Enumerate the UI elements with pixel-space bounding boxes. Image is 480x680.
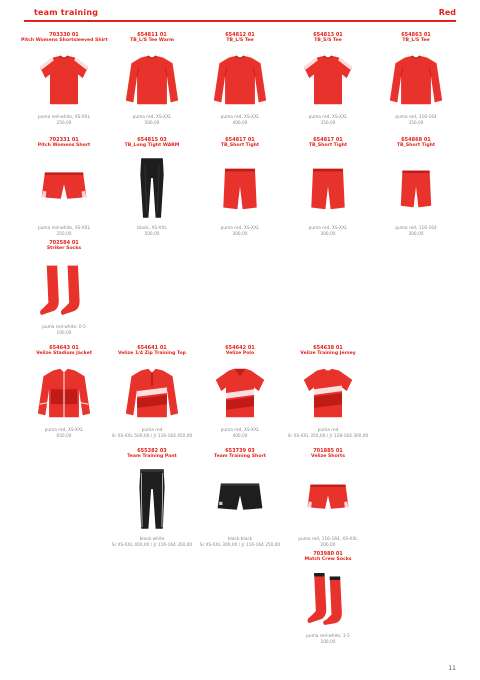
product-code: 654817 01: [225, 137, 255, 143]
product-desc: puma red, XS-XXL: [308, 115, 348, 120]
longsleeve-shirt-icon: [386, 47, 446, 113]
product-desc: puma red-white, 0-5: [42, 325, 86, 330]
product-name: TB_Short Tight: [308, 143, 348, 148]
product-desc: puma red: [141, 428, 163, 433]
product-name: TB_Short Tight: [396, 143, 436, 148]
page-number: 11: [448, 665, 456, 672]
product-card[interactable]: [21, 32, 107, 127]
crew-socks-icon: [298, 566, 358, 632]
product-code: 654817 01: [313, 137, 343, 143]
product-price: 300,00: [232, 232, 248, 237]
product-desc: black-black: [227, 537, 253, 542]
product-price: 250,00: [56, 232, 72, 237]
product-price: 250,00: [56, 121, 72, 126]
short-tights-icon: [386, 152, 446, 224]
product-name: Match Crew Socks: [304, 557, 352, 562]
page-header: [0, 0, 480, 26]
product-code: 654642 01: [225, 345, 255, 351]
product-code: 654638 01: [313, 345, 343, 351]
product-code: 654868 01: [401, 137, 431, 143]
longsleeve-shirt-icon: [122, 47, 182, 113]
product-code: 703330 01: [49, 32, 79, 38]
product-card[interactable]: [197, 448, 283, 549]
socks-icon: [34, 255, 94, 323]
product-code: 701885 01: [313, 448, 343, 454]
product-price: 500,00: [144, 232, 160, 237]
product-price: 350,00: [320, 121, 336, 126]
zip-top-icon: [122, 360, 182, 426]
product-code: 654811 01: [137, 32, 167, 38]
product-card[interactable]: [109, 32, 195, 127]
product-desc: black-white: [139, 537, 165, 542]
jacket-icon: [34, 360, 94, 426]
product-card[interactable]: [21, 345, 107, 440]
product-name: TB_L/S Tee: [226, 38, 254, 43]
product-name: TB_Short Tight: [220, 143, 260, 148]
product-card[interactable]: [373, 137, 459, 238]
product-price: 300,00: [408, 232, 424, 237]
product-desc: puma red, 116-164: [395, 115, 437, 120]
product-price: 350,00: [408, 121, 424, 126]
product-name: Striker Socks: [46, 246, 82, 251]
product-code: 654863 01: [401, 32, 431, 38]
product-price: Sr XS-XXL 300,00 / Jr 116-164 250,00: [199, 543, 281, 548]
product-desc: puma red-white, 1-5: [306, 634, 350, 639]
product-code: 655382 03: [137, 448, 167, 454]
black-shorts-icon: [210, 463, 270, 535]
product-desc: puma red, XS-XXL: [220, 115, 260, 120]
header-divider: [24, 20, 456, 22]
product-price: 650,00: [56, 434, 72, 439]
product-price: 100,00: [56, 331, 72, 336]
product-desc: puma red, XS-XXL: [220, 226, 260, 231]
shorts-icon: [34, 152, 94, 224]
product-card[interactable]: [197, 32, 283, 127]
product-name: TB_L/S Tee: [402, 38, 430, 43]
product-name: TB_L/S Tee Warm: [130, 38, 174, 43]
product-desc: puma red-white, XS-XXL: [37, 226, 90, 231]
color-label: Red: [438, 8, 456, 17]
product-code: 702331 01: [49, 137, 79, 143]
product-name: Velize Polo: [225, 351, 255, 356]
section-title: team training: [34, 8, 99, 17]
product-price: 300,00: [320, 232, 336, 237]
shortsleeve-shirt-icon: [298, 47, 358, 113]
product-name: Team Training Pant: [127, 454, 177, 459]
product-card[interactable]: [285, 137, 371, 238]
product-price: 200,00: [320, 543, 336, 548]
product-code: 702584 01: [49, 240, 79, 246]
product-desc: puma red: [317, 428, 339, 433]
product-card[interactable]: [373, 32, 459, 127]
jersey-icon: [298, 360, 358, 426]
product-code: 654641 01: [137, 345, 167, 351]
product-name: Velize Shorts: [311, 454, 345, 459]
shortsleeve-shirt-icon: [34, 47, 94, 113]
product-card[interactable]: [197, 137, 283, 238]
product-desc: puma red-white, XS-XXL: [37, 115, 90, 120]
short-tights-icon: [298, 152, 358, 224]
product-name: Velize Stadium Jacket: [36, 351, 92, 356]
short-tights-icon: [210, 152, 270, 224]
product-code: 654813 01: [313, 32, 343, 38]
shorts-icon: [298, 463, 358, 535]
long-tights-icon: [122, 152, 182, 224]
product-desc: puma red, 116-164: [395, 226, 437, 231]
product-code: 654643 01: [49, 345, 79, 351]
product-desc: puma red, XS-XXL: [308, 226, 348, 231]
longsleeve-shirt-icon: [210, 47, 270, 113]
product-name: Pitch Womens Short: [37, 143, 91, 148]
polo-icon: [210, 360, 270, 426]
product-card[interactable]: [285, 448, 371, 549]
product-code: 654812 01: [225, 32, 255, 38]
product-price: Sr XS-XXL 400,00 / Jr 116-164 350,00: [111, 543, 193, 548]
product-name: TB_S/S Tee: [314, 38, 342, 43]
product-code: 653739 03: [225, 448, 255, 454]
product-desc: puma red, XS-XXL: [220, 428, 260, 433]
product-price: 500,00: [144, 121, 160, 126]
product-price: Sr XS-XXL 500,00 / Jr 116-164 450,00: [111, 434, 193, 439]
product-price: 400,00: [232, 121, 248, 126]
product-name: Velize Training Jersey: [300, 351, 356, 356]
product-code: 703980 01: [313, 551, 343, 557]
product-card[interactable]: [197, 345, 283, 440]
product-name: Velize 1/4 Zip Training Top: [118, 351, 186, 356]
product-card[interactable]: [285, 345, 371, 440]
product-code: 654815 03: [137, 137, 167, 143]
pants-icon: [122, 463, 182, 535]
product-desc: puma red, XS-XXL: [44, 428, 84, 433]
product-name: Team Training Short: [214, 454, 266, 459]
product-price: 100,00: [320, 640, 336, 645]
product-card[interactable]: [109, 448, 195, 549]
product-price: 400,00: [232, 434, 248, 439]
product-name: Pitch Womens Shortsleeved Shirt: [21, 38, 108, 43]
product-card[interactable]: [109, 345, 195, 440]
product-name: TB_Long Tight WARM: [124, 143, 180, 148]
product-card[interactable]: [109, 137, 195, 238]
product-desc: puma red, XS-XXL: [132, 115, 172, 120]
product-card[interactable]: [285, 32, 371, 127]
product-price: Sr XS-XXL 350,00 / Jr 128-164 300,00: [287, 434, 369, 439]
product-desc: black, XS-XXL: [137, 226, 167, 231]
product-card[interactable]: [21, 240, 107, 337]
product-card[interactable]: [21, 137, 107, 238]
product-card[interactable]: [285, 551, 371, 646]
product-desc: puma red, 116-164, XS-XXL: [298, 537, 358, 542]
